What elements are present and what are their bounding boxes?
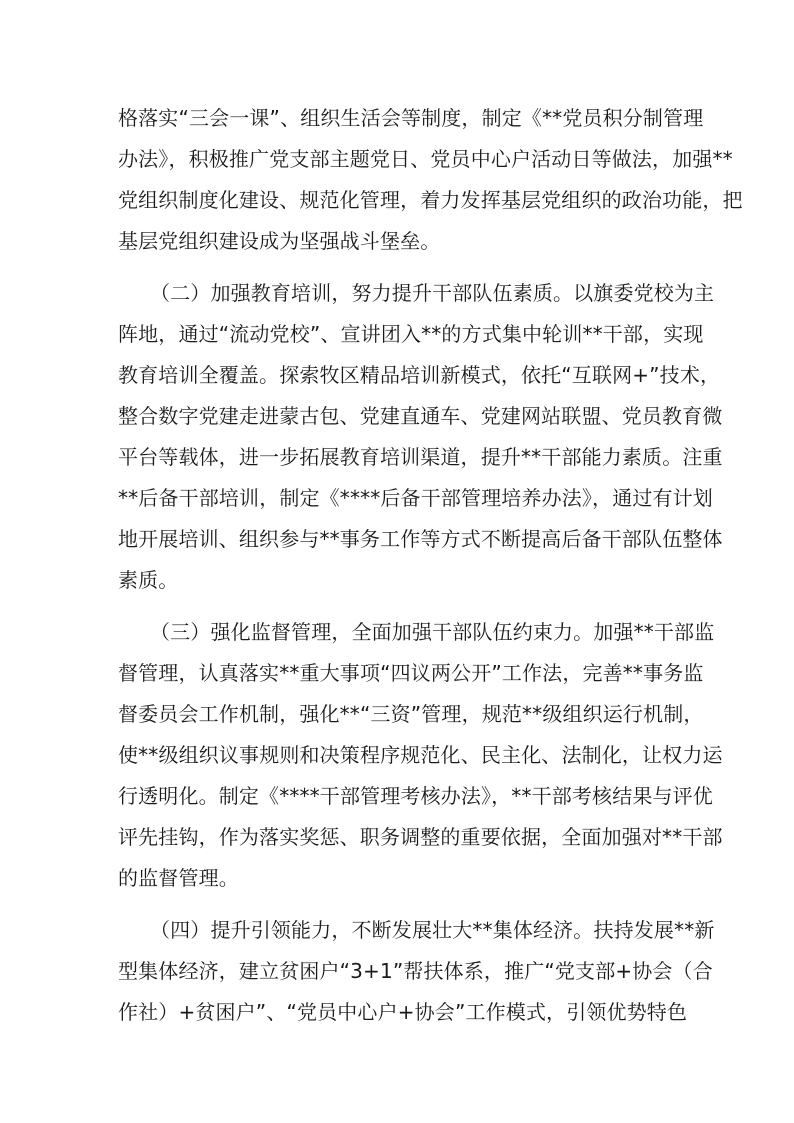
paragraph-line: 使**级组织议事规则和决策程序规范化、民主化、法制化，让权力运 [118,743,723,767]
paragraph-line: 格落实“三会一课”、组织生活会等制度，制定《**党员积分制管理 [118,106,704,130]
paragraph-line: 作社）+贫困户”、“党员中心户+协会”工作模式，引领优势特色 [118,1000,688,1024]
section-heading-line: （二）加强教育培训，努力提升干部队伍素质。以旗委党校为主 [150,281,715,305]
paragraph-line: 阵地，通过“流动党校”、宣讲团入**的方式集中轮训**干部，实现 [118,322,704,346]
paragraph-line: 办法》，积极推广党支部主题党日、党员中心户活动日等做法，加强** [118,147,733,171]
paragraph-line: 行透明化。制定《****干部管理考核办法》，**干部考核结果与评优 [118,784,713,808]
paragraph-line: 整合数字党建走进蒙古包、党建直通车、党建网站联盟、党员教育微 [118,404,723,428]
paragraph-line: 的监督管理。 [118,866,239,890]
section-heading-line: （三）强化监督管理，全面加强干部队伍约束力。加强**干部监 [150,620,715,644]
paragraph-line: 教育培训全覆盖。探索牧区精品培训新模式，依托“互联网+”技术， [118,363,721,387]
paragraph-line: 督委员会工作机制，强化**“三资”管理，规范**级组织运行机制， [118,702,704,726]
paragraph-line: 平台等载体，进一步拓展教育培训渠道，提升**干部能力素质。注重 [118,445,723,469]
paragraph-line: **后备干部培训，制定《****后备干部管理培养办法》，通过有计划 [118,486,713,510]
paragraph-line: 督管理，认真落实**重大事项“四议两公开”工作法，完善**事务监 [118,661,704,685]
paragraph-line: 型集体经济，建立贫困户“3+1”帮扶体系，推广“党支部+协会（合 [118,959,713,983]
paragraph-line: 评先挂钩，作为落实奖惩、职务调整的重要依据，全面加强对**干部 [118,825,723,849]
paragraph-line: 地开展培训、组织参与**事务工作等方式不断提高后备干部队伍整体 [118,527,723,551]
paragraph-line: 党组织制度化建设、规范化管理，着力发挥基层党组织的政治功能，把 [118,188,743,212]
section-heading-line: （四）提升引领能力，不断发展壮大**集体经济。扶持发展**新 [150,918,715,942]
paragraph-line: 素质。 [118,568,179,592]
paragraph-line: 基层党组织建设成为坚强战斗堡垒。 [118,229,441,253]
